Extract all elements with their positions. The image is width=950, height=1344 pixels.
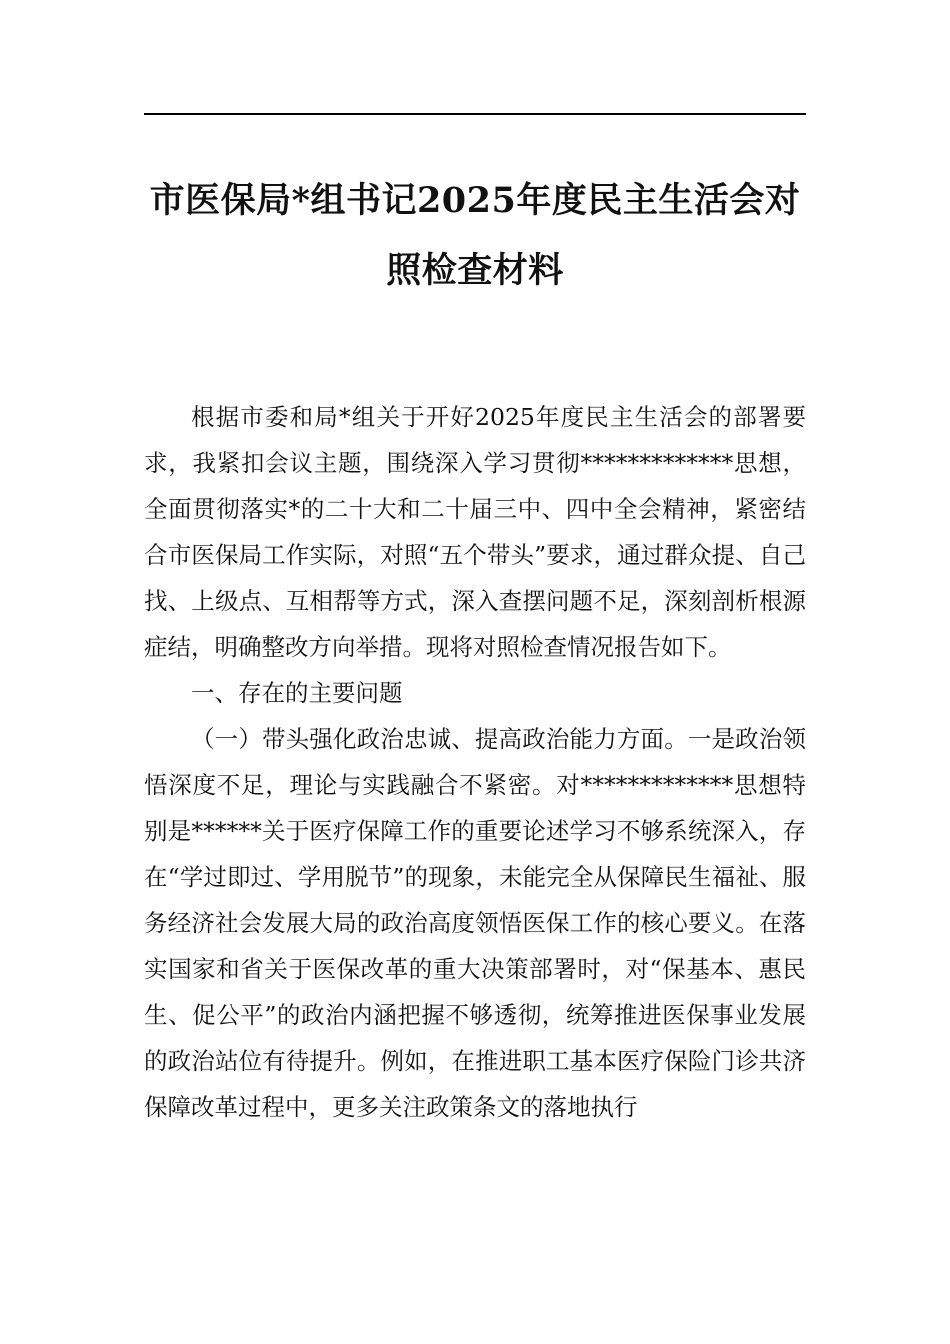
- subsection-lead: （一）带头强化政治忠诚、提高政治能力方面。: [191, 725, 688, 753]
- intro-paragraph: 根据市委和局*组关于开好2025年度民主生活会的部署要求，我紧扣会议主题，围绕深入学习贯彻*************思想，全面贯彻落实*的二十大和二十届三中、四中全会精神，紧密结合市医保局工作实际，对照“五个带头”要求，通过群众提、自己找、上级点、互相帮等方式，深入查摆问题不足，深刻剖析根源症结，明确整改方向举措。现将对照检查情况报告如下。: [144, 403, 806, 661]
- section-heading-main-problems: 一、存在的主要问题: [191, 679, 403, 707]
- document-body: [144, 394, 806, 1130]
- subsection-paragraph-political-loyalty: [144, 716, 806, 1130]
- document-title: 市医保局*组书记2025年度民主生活会对照检查材料: [149, 180, 801, 291]
- subsection-text: 一是政治领悟深度不足，理论与实践融合不紧密。对*************思想特别是******关于医疗保障工作的重要论述学习不够系统深入，存在“学过即过、学用脱节”的现象，未能完全从保障民生福祉、服务经济社会发展大局的政治高度领悟医保工作的核心要义。在落实国家和省关于医保改革的重大决策部署时，对“保基本、惠民生、促公平”的政治内涵把握不够透彻，统筹推进医保事业发展的政治站位有待提升。例如，在推进职工基本医疗保险门诊共济保障改革过程中，更多关注政策条文的落地执行: [144, 725, 806, 1121]
- header-rule: [144, 113, 806, 115]
